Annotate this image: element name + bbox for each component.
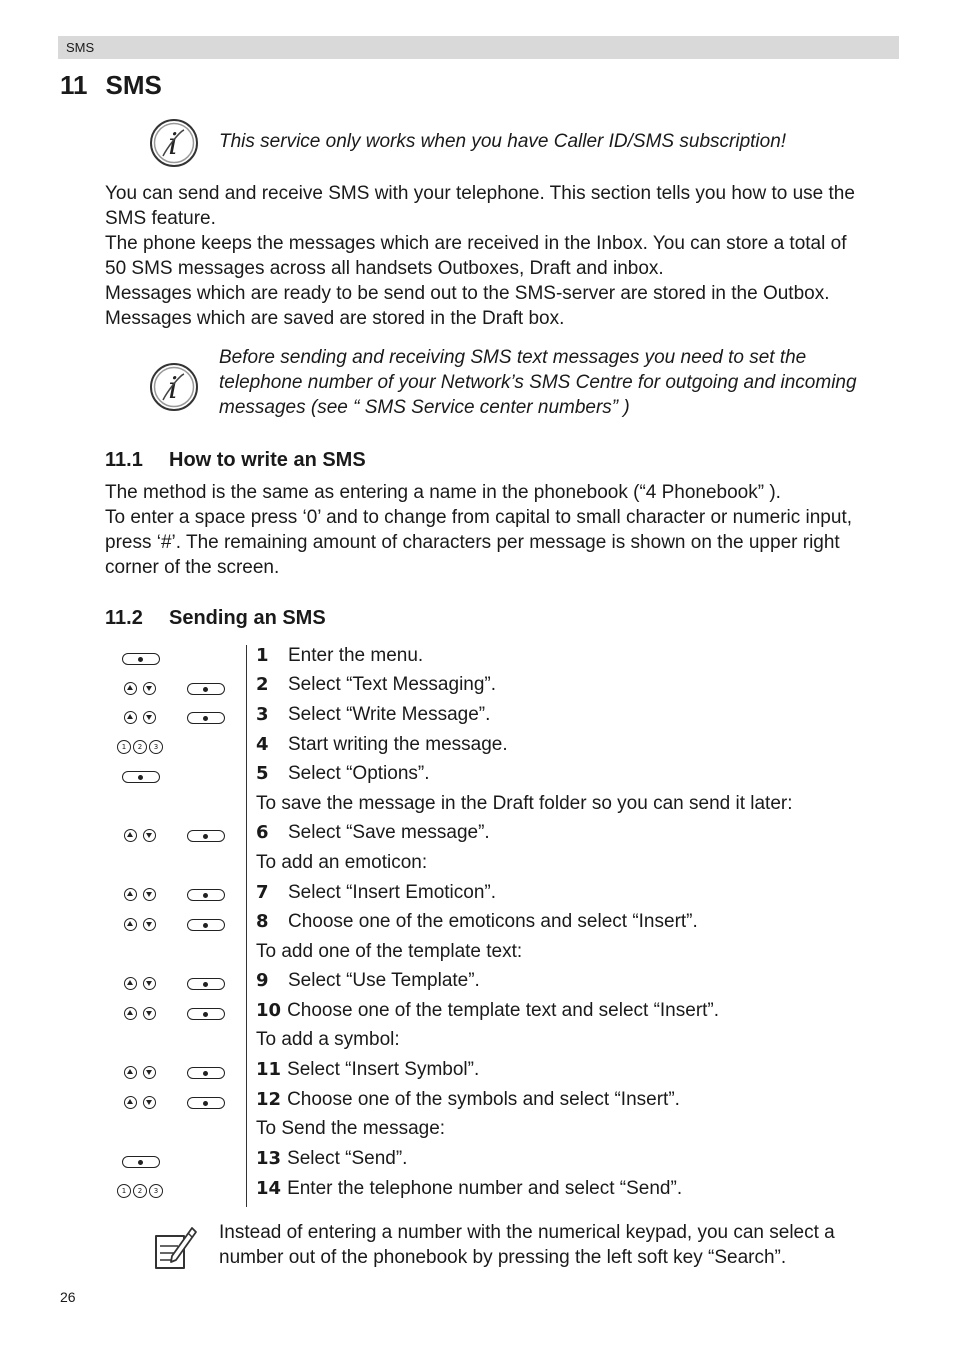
step-row bbox=[256, 1055, 479, 1084]
intro-line: Messages which are saved are stored in the Draft box. bbox=[105, 308, 565, 329]
up-down-arrow-icon bbox=[124, 888, 158, 904]
section-1-text bbox=[105, 480, 905, 580]
step-text: To save the message in the Draft folder so you can send it later: bbox=[256, 793, 793, 814]
softkey-icon bbox=[187, 830, 225, 842]
step-instruction bbox=[256, 1114, 445, 1143]
step-row bbox=[256, 907, 698, 936]
step-instruction bbox=[256, 848, 427, 877]
service-centre-note bbox=[219, 345, 909, 420]
step-text: Choose one of the template text and select “Insert”. bbox=[287, 1000, 720, 1021]
step-number: 4 bbox=[256, 734, 269, 755]
section-number: 11.2 bbox=[105, 607, 143, 629]
running-header bbox=[58, 36, 899, 59]
note-line: Instead of entering a number with the numerical keypad, you can select a bbox=[219, 1222, 835, 1243]
step-number: 10 bbox=[256, 1000, 282, 1021]
keypad-key: 1 bbox=[117, 1184, 131, 1198]
section-heading bbox=[105, 607, 326, 630]
step-row bbox=[256, 878, 496, 907]
step-number: 14 bbox=[256, 1178, 282, 1199]
body-line: press ‘#’. The remaining amount of characters per message is shown on the upper right bbox=[105, 532, 840, 553]
up-down-arrow-icon bbox=[124, 918, 158, 934]
chapter-title-text: SMS bbox=[105, 70, 162, 100]
up-down-arrow-icon bbox=[124, 1066, 158, 1082]
keypad-key: 1 bbox=[117, 740, 131, 754]
step-row bbox=[256, 966, 480, 995]
softkey-icon bbox=[122, 1156, 160, 1168]
step-row bbox=[256, 1144, 407, 1173]
number-keys-icon bbox=[117, 740, 165, 756]
step-row bbox=[256, 670, 496, 699]
up-down-arrow-icon bbox=[124, 682, 158, 698]
step-row bbox=[256, 700, 490, 729]
running-header-label: SMS bbox=[66, 40, 95, 55]
keypad-key: 3 bbox=[149, 740, 163, 754]
step-text: Select “Save message”. bbox=[288, 822, 490, 843]
softkey-icon bbox=[187, 1008, 225, 1020]
step-number: 8 bbox=[256, 911, 269, 932]
step-instruction bbox=[256, 789, 793, 818]
intro-line: 50 SMS messages across all handsets Outboxes, Draft and inbox. bbox=[105, 258, 664, 279]
step-number: 11 bbox=[256, 1059, 282, 1080]
step-text: Choose one of the emoticons and select “Insert”. bbox=[288, 911, 698, 932]
svg-text:i: i bbox=[168, 371, 178, 406]
step-text: Select “Text Messaging”. bbox=[288, 674, 497, 695]
step-text: Select “Use Template”. bbox=[288, 970, 480, 991]
chapter-title bbox=[60, 70, 162, 101]
step-text: To add a symbol: bbox=[256, 1029, 400, 1050]
steps-divider bbox=[246, 645, 247, 1207]
step-row bbox=[256, 1174, 682, 1203]
intro-line: Messages which are ready to be send out to the SMS-server are stored in the Outbox. bbox=[105, 283, 830, 304]
up-down-arrow-icon bbox=[124, 711, 158, 727]
chapter-number: 11 bbox=[60, 70, 88, 100]
svg-text:i: i bbox=[168, 127, 178, 162]
body-line: To enter a space press ‘0’ and to change from capital to small character or numeric input, bbox=[105, 507, 853, 528]
softkey-icon bbox=[187, 919, 225, 931]
step-text: Enter the menu. bbox=[288, 645, 424, 666]
softkey-icon bbox=[187, 712, 225, 724]
intro-line: SMS feature. bbox=[105, 208, 216, 229]
step-number: 7 bbox=[256, 882, 269, 903]
body-line: corner of the screen. bbox=[105, 557, 280, 578]
softkey-icon bbox=[187, 978, 225, 990]
section-heading bbox=[105, 449, 366, 472]
step-row bbox=[256, 730, 508, 759]
softkey-icon bbox=[187, 1067, 225, 1079]
note-line: number out of the phonebook by pressing the left soft key “Search”. bbox=[219, 1247, 787, 1268]
up-down-arrow-icon bbox=[124, 829, 158, 845]
note-line: Before sending and receiving SMS text messages you need to set the bbox=[219, 347, 807, 368]
step-instruction bbox=[256, 1025, 400, 1054]
step-row bbox=[256, 818, 490, 847]
step-text: Select “Send”. bbox=[287, 1148, 408, 1169]
step-text: Select “Write Message”. bbox=[288, 704, 491, 725]
softkey-icon bbox=[187, 889, 225, 901]
up-down-arrow-icon bbox=[124, 977, 158, 993]
up-down-arrow-icon bbox=[124, 1007, 158, 1023]
step-number: 1 bbox=[256, 645, 269, 666]
section-title: How to write an SMS bbox=[169, 449, 366, 471]
up-down-arrow-icon bbox=[124, 1096, 158, 1112]
keypad-key: 2 bbox=[133, 740, 147, 754]
section-number: 11.1 bbox=[105, 449, 143, 471]
search-tip-note bbox=[219, 1220, 909, 1270]
step-number: 12 bbox=[256, 1089, 282, 1110]
softkey-icon bbox=[122, 771, 160, 783]
step-text: Start writing the message. bbox=[288, 734, 508, 755]
keypad-key: 2 bbox=[133, 1184, 147, 1198]
step-text: To add an emoticon: bbox=[256, 852, 428, 873]
step-text: Choose one of the symbols and select “Insert”. bbox=[287, 1089, 680, 1110]
subscription-note: This service only works when you have Caller ID/SMS subscription! bbox=[219, 131, 787, 152]
step-row bbox=[256, 759, 430, 788]
note-line: telephone number of your Network’s SMS Centre for outgoing and incoming bbox=[219, 372, 857, 393]
intro-line: You can send and receive SMS with your telephone. This section tells you how to use the bbox=[105, 183, 855, 204]
note-line: messages (see “ SMS Service center numbers” ) bbox=[219, 397, 630, 418]
step-row bbox=[256, 641, 423, 670]
step-number: 9 bbox=[256, 970, 269, 991]
step-text: To add one of the template text: bbox=[256, 941, 523, 962]
body-line: The method is the same as entering a name in the phonebook (“4 Phonebook” ). bbox=[105, 482, 781, 503]
info-note-icon bbox=[149, 118, 199, 168]
step-number: 6 bbox=[256, 822, 269, 843]
step-number: 13 bbox=[256, 1148, 282, 1169]
softkey-icon bbox=[122, 653, 160, 665]
section-title: Sending an SMS bbox=[169, 607, 326, 629]
step-number: 3 bbox=[256, 704, 269, 725]
step-row bbox=[256, 996, 719, 1025]
keypad-key: 3 bbox=[149, 1184, 163, 1198]
step-instruction bbox=[256, 937, 522, 966]
number-keys-icon bbox=[117, 1184, 165, 1200]
intro-text bbox=[105, 181, 905, 331]
step-text: Enter the telephone number and select “Send”. bbox=[287, 1178, 683, 1199]
step-text: Select “Insert Symbol”. bbox=[287, 1059, 480, 1080]
step-number: 2 bbox=[256, 674, 269, 695]
softkey-icon bbox=[187, 1097, 225, 1109]
step-number: 5 bbox=[256, 763, 269, 784]
info-note-icon bbox=[149, 362, 199, 412]
notepad-pen-icon bbox=[148, 1222, 198, 1272]
step-text: Select “Insert Emoticon”. bbox=[288, 882, 497, 903]
page-number: 26 bbox=[60, 1289, 76, 1305]
intro-line: The phone keeps the messages which are received in the Inbox. You can store a total of bbox=[105, 233, 847, 254]
softkey-icon bbox=[187, 683, 225, 695]
step-text: To Send the message: bbox=[256, 1118, 446, 1139]
step-text: Select “Options”. bbox=[288, 763, 430, 784]
step-row bbox=[256, 1085, 680, 1114]
